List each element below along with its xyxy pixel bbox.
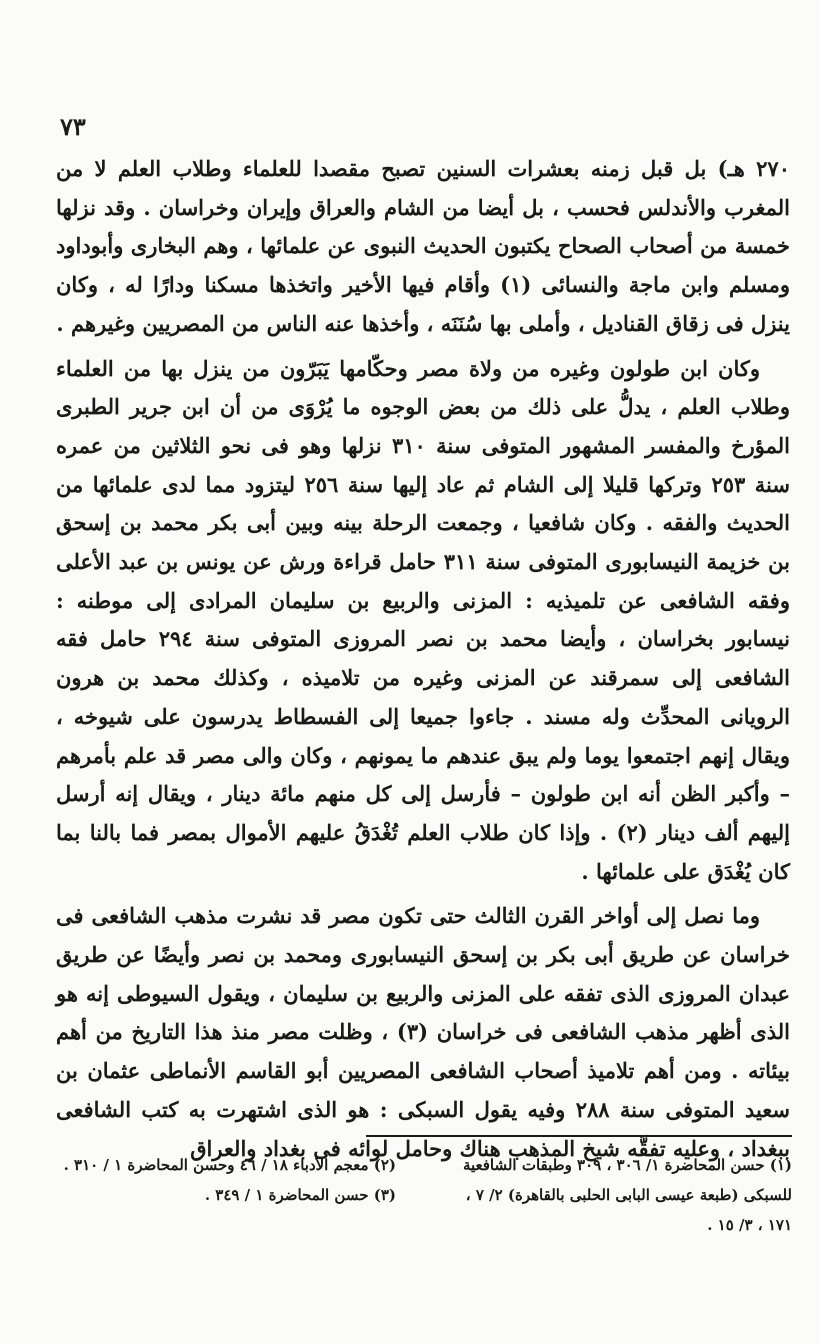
footnote: (٢) معجم الأدباء ١٨ / ٤٦ وحسن المحاضرة ١ / ٣١٠ .: [63, 1156, 396, 1174]
footnote: (١) حسن المحاضرة ١/ ٣٠٦ ، ٣٠٩ وطبقات الشافعية للسبكى (طبعة عيسى البابى الحلبى بالقاهرة) ٢/ ٧ ، ١٧١ ، ٣/ ١٥ .: [462, 1156, 792, 1234]
paragraph: ٢٧٠ هـ) بل قبل زمنه بعشرات السنين تصبح مقصدا للعلماء وطلاب العلم لا من المغرب والأندلس فحسب ، بل أيضا من الشام والعراق وإيران وخراسان . وقد نزلها خمسة من أصحاب الصحاح يكتبون الحديث النبوى عن علمائها ، وهم البخارى وأبوداود ومسلم وابن ماجة والنسائى (١) وأقام فيها الأخير واتخذها مسكنا ودارًا له ، وكان ينزل فى زقاق القناديل ، وأملى بها سُنَنَه ، وأخذها عنه الناس من المصريين وغيرهم .: [56, 156, 790, 336]
paragraph: وما نصل إلى أواخر القرن الثالث حتى تكون مصر قد نشرت مذهب الشافعى فى خراسان عن طريق أبى بكر بن إسحق النيسابورى ومحمد بن نصر وأيضًا عن طريق عبدان المروزى الذى تفقه على المزنى والربيع بن سليمان ، ويقول السيوطى إنه هو الذى أظهر مذهب الشافعى فى خراسان (٣) ، وظلت مصر منذ هذا التاريخ من أهم بيئاته . ومن أهم تلاميذ أصحاب الشافعى المصريين أبو القاسم الأنماطى عثمان بن سعيد المتوفى سنة ٢٨٨ وفيه يقول السبكى : هو الذى اشتهرت به كتب الشافعى ببغداد ، وعليه تفقَّه شيخ المذهب هناك وحامل لوائه فى بغداد والعراق: [56, 903, 791, 1161]
page-number: ٧٣: [60, 112, 86, 141]
footnotes-right-column: [450, 1150, 792, 1240]
footnote-separator: [366, 1135, 792, 1137]
paragraph: وكان ابن طولون وغيره من ولاة مصر وحكّامها يَبَرّون من ينزل بها من العلماء وطلاب العلم ، يدلُّ على ذلك من بعض الوجوه ما يُرْوَى من أن ابن جرير الطبرى المؤرخ والمفسر المشهور المتوفى سنة ٣١٠ نزلها وهو فى نحو الثلاثين من عمره سنة ٢٥٣ وتركها قليلا إلى الشام ثم عاد إليها سنة ٢٥٦ ليتزود مما لدى علمائها من الحديث والفقه . وكان شافعيا ، وجمعت الرحلة بينه وبين أبى بكر محمد بن إسحق بن خزيمة النيسابورى المتوفى سنة ٣١١ حامل قراءة ورش عن يونس بن عبد الأعلى وفقه الشافعى عن تلميذيه : المزنى والربيع بن سليمان المرادى إلى موطنه : نيسابور بخراسان ، وأيضا محمد بن نصر المروزى المتوفى سنة ٢٩٤ حامل فقه الشافعى إلى سمرقند عن المزنى وغيره من تلاميذه ، وكذلك محمد بن هرون الرويانى المحدِّث وله مسند . جاءوا جميعا إلى الفسطاط يدرسون على شيوخه ، ويقال إنهم اجتمعوا يوما ولم يبق عندهم ما يمونهم ، وكان والى مصر قد علم بأمرهم – وأكبر الظن أنه ابن طولون – فأرسل إلى كل منهم مائة دينار ، ويقال إنه أرسل إليهم ألف دينار (٢) . وإذا كان طلاب العلم تُغْدَقُ عليهم الأموال بمصر فما بالنا بما كان يُغْدَق على علمائها .: [56, 355, 791, 884]
footnotes: [56, 1150, 792, 1240]
body-text: [56, 150, 790, 1168]
footnotes-left-column: [56, 1150, 396, 1240]
footnote: (٣) حسن المحاضرة ١ / ٣٤٩ .: [204, 1186, 396, 1204]
